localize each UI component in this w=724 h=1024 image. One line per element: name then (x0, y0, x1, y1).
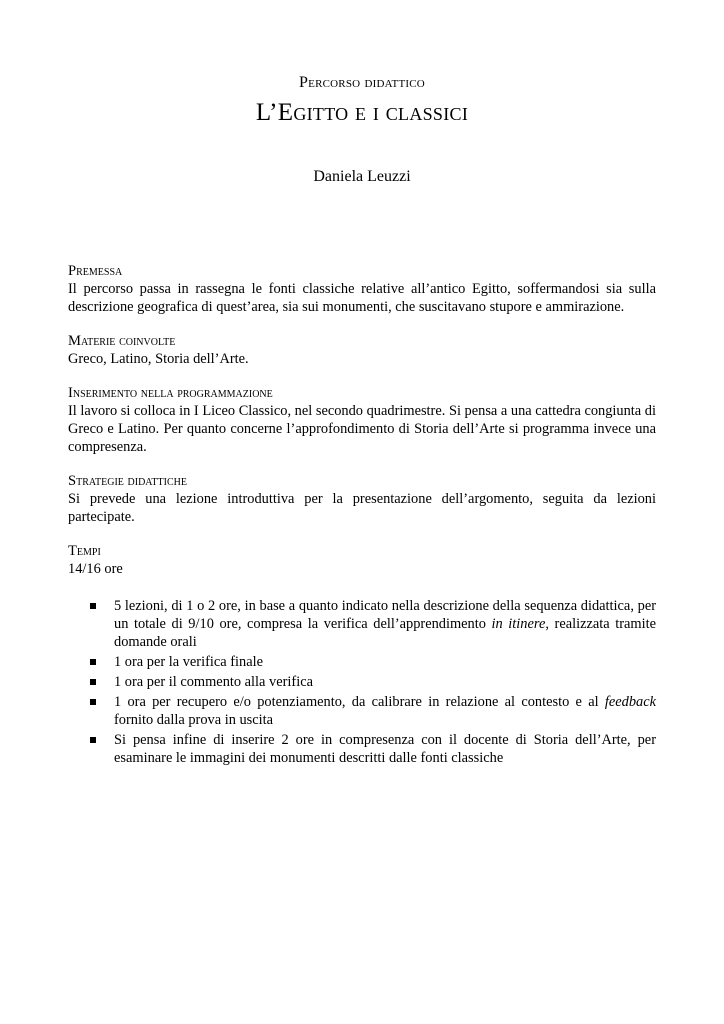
square-bullet-icon (90, 737, 96, 743)
list-item (114, 693, 656, 729)
list-item-text: 1 ora per la verifica finale (114, 654, 264, 670)
section-paragraph: Il percorso passa in rassegna le fonti classiche relative all’antico Egitto, soffermandosi sia sulla descrizione geografica di quest’area, sia sui monumenti, che suscitavano stupore e ammirazione. (68, 281, 656, 315)
document-author: Daniela Leuzzi (313, 168, 411, 185)
square-bullet-icon (90, 679, 96, 685)
list-item-text: 1 ora per il commento alla verifica (114, 674, 313, 690)
document-title: L’Egitto e i classici (255, 99, 469, 126)
list-item (114, 653, 656, 671)
section-paragraph: Si prevede una lezione introduttiva per la presentazione dell’argomento, seguita da lezioni partecipate. (68, 491, 656, 525)
section-materie (68, 332, 656, 368)
section-heading: Inserimento nella programmazione (68, 385, 273, 401)
list-item-text: , realizzata tramite domande orali (114, 616, 656, 650)
section-premessa (68, 262, 656, 316)
list-item-text: 5 lezioni, di 1 o 2 ore, in base a quanto indicato nella descrizione della sequenza didattica, per un totale di 9/10 ore, compresa la verifica dell’apprendimento (114, 598, 656, 632)
document-kicker: Percorso didattico (299, 74, 425, 91)
section-paragraph: Greco, Latino, Storia dell’Arte. (68, 351, 249, 367)
list-item-emphasis: in itinere (491, 616, 546, 632)
square-bullet-icon (90, 603, 96, 609)
list-item-text: Si pensa infine di inserire 2 ore in compresenza con il docente di Storia dell’Arte, per esaminare le immagini dei monumenti descritti dalle fonti classiche (114, 732, 656, 766)
list-item (114, 731, 656, 767)
section-heading: Premessa (68, 263, 123, 279)
list-item-text: fornito dalla prova in uscita (114, 712, 274, 728)
list-item (114, 597, 656, 651)
tempi-bullet-list (68, 597, 656, 767)
list-item-text: 1 ora per recupero e/o potenziamento, da calibrare in relazione al contesto e al (114, 694, 605, 710)
section-heading: Tempi (68, 543, 101, 559)
list-item (114, 673, 656, 691)
section-paragraph: 14/16 ore (68, 561, 123, 577)
section-heading: Materie coinvolte (68, 333, 176, 349)
document-body (68, 262, 656, 769)
square-bullet-icon (90, 659, 96, 665)
section-inserimento (68, 384, 656, 456)
section-tempi (68, 542, 656, 578)
square-bullet-icon (90, 699, 96, 705)
list-item-emphasis: feedback (604, 694, 656, 710)
section-strategie (68, 472, 656, 526)
section-heading: Strategie didattiche (68, 473, 187, 489)
section-paragraph: Il lavoro si colloca in I Liceo Classico, nel secondo quadrimestre. Si pensa a una cattedra congiunta di Greco e Latino. Per quanto concerne l’approfondimento di Storia dell’Arte si programma invece una compresenza. (68, 403, 656, 455)
